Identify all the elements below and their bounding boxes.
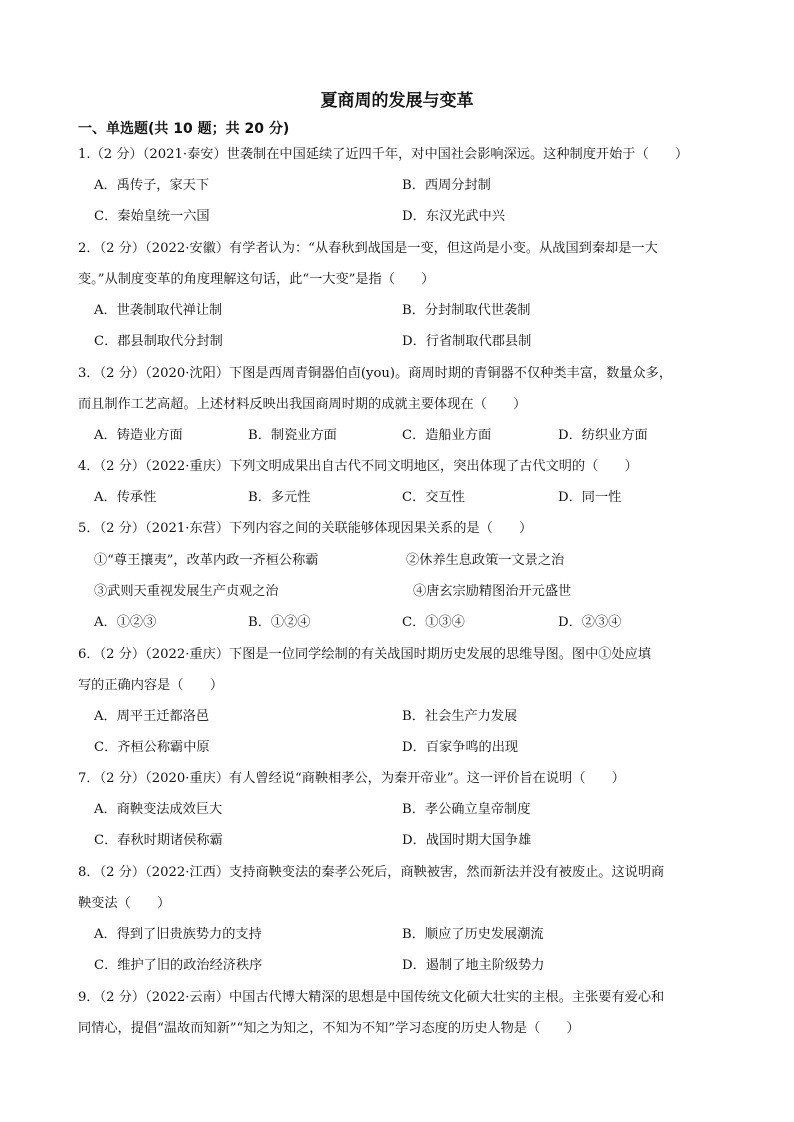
question-2-stem-line-1: 2．（2 分）（2022·安徽）有学者认为：“从春秋到战国是一变，但这尚是小变。从战国到秦却是一大: [78, 241, 658, 256]
q7-option-c: C．春秋时期诸侯称霸: [94, 833, 223, 848]
q4-option-c: C．交互性: [402, 490, 465, 505]
q3-option-d: D．纺织业方面: [558, 428, 648, 443]
q5-item-1: ①“尊王攘夷”，改革内政一齐桓公称霸: [94, 553, 319, 568]
q7-option-a: A．商鞅变法成效巨大: [94, 802, 223, 817]
document-title: 夏商周的发展与变革: [320, 91, 474, 111]
q8-option-a: A．得到了旧贵族势力的支持: [94, 927, 262, 942]
question-5-stem: 5．（2 分）（2021·东营）下列内容之间的关联能够体现因果关系的是（ ）: [78, 521, 533, 536]
q7-option-d: D．战国时期大国争雄: [402, 833, 532, 848]
q8-option-d: D．遏制了地主阶级势力: [402, 958, 545, 973]
question-6-stem-line-2: 写的正确内容是（ ）: [78, 678, 224, 693]
q2-option-c: C．郡县制取代分封制: [94, 334, 223, 349]
q8-option-c: C．维护了旧的政治经济秩序: [94, 958, 263, 973]
q1-option-d: D．东汉光武中兴: [402, 209, 505, 224]
question-3-stem-line-1: 3．（2 分）（2020·沈阳）下图是西周青铜器伯卣(you)。商周时期的青铜器不仅种类丰富，数量众多，: [78, 366, 673, 381]
q5-option-b: B．①②④: [248, 615, 311, 630]
q6-option-d: D．百家争鸣的出现: [402, 740, 519, 755]
q4-option-a: A．传承性: [94, 490, 157, 505]
q2-option-b: B．分封制取代世袭制: [402, 303, 531, 318]
q5-item-2: ②休养生息政策一文景之治: [406, 553, 565, 568]
question-1-stem: 1.（2 分）（2021·泰安）世袭制在中国延续了近四千年，对中国社会影响深远。这种制度开始于（ ）: [78, 147, 689, 162]
question-6-stem-line-1: 6．（2 分）（2022·重庆）下图是一位同学绘制的有关战国时期历史发展的思维导图。图中①处应填: [78, 647, 652, 662]
q1-option-b: B．西周分封制: [402, 178, 491, 193]
q3-option-c: C．造船业方面: [402, 428, 492, 443]
q5-option-a: A．①②③: [94, 615, 157, 630]
q6-option-b: B．社会生产力发展: [402, 709, 518, 724]
question-8-stem-line-2: 鞅变法（ ）: [78, 896, 171, 911]
q1-option-c: C．秦始皇统一六国: [94, 209, 210, 224]
question-4-stem: 4．（2 分）（2022·重庆）下列文明成果出自古代不同文明地区，突出体现了古代文明的（ ）: [78, 459, 638, 474]
question-7-stem: 7．（2 分）（2020·重庆）有人曾经说“商鞅相孝公，为秦开帝业”。这一评价旨在说明（ ）: [78, 771, 625, 786]
q6-option-c: C．齐桓公称霸中原: [94, 740, 210, 755]
q6-option-a: A．周平王迁都洛邑: [94, 709, 210, 724]
q4-option-b: B．多元性: [248, 490, 311, 505]
question-3-stem-line-2: 而且制作工艺高超。上述材料反映出我国商周时期的成就主要体现在（ ）: [78, 397, 527, 412]
question-9-stem-line-2: 同情心，提倡“温故而知新”“知之为知之，不知为不知”学习态度的历史人物是（ ）: [78, 1021, 580, 1036]
q5-option-c: C．①③④: [402, 615, 465, 630]
question-8-stem-line-1: 8．（2 分）（2022·江西）支持商鞅变法的秦孝公死后，商鞅被害，然而新法并没有被废止。这说明商: [78, 865, 665, 880]
q3-option-a: A．铸造业方面: [94, 428, 183, 443]
q5-item-3: ③武则天重视发展生产贞观之治: [94, 584, 279, 599]
q1-option-a: A．禹传子，家天下: [94, 178, 210, 193]
q8-option-b: B．顺应了历史发展潮流: [402, 927, 544, 942]
q7-option-b: B．孝公确立皇帝制度: [402, 802, 531, 817]
q2-option-a: A．世袭制取代禅让制: [94, 303, 223, 318]
question-2-stem-line-2: 变。”从制度变革的角度理解这句话，此“一大变”是指（ ）: [78, 272, 435, 287]
q5-option-d: D．②③④: [558, 615, 622, 630]
q5-item-4: ④唐玄宗励精图治开元盛世: [413, 584, 572, 599]
q2-option-d: D．行省制取代郡县制: [402, 334, 532, 349]
q3-option-b: B．制瓷业方面: [248, 428, 337, 443]
q4-option-d: D．同一性: [558, 490, 622, 505]
section-heading: 一、单选题(共 10 题；共 20 分): [78, 121, 290, 137]
question-9-stem-line-1: 9．（2 分）（2022·云南）中国古代博大精深的思想是中国传统文化硕大壮实的主根。主张要有爱心和: [78, 990, 665, 1005]
